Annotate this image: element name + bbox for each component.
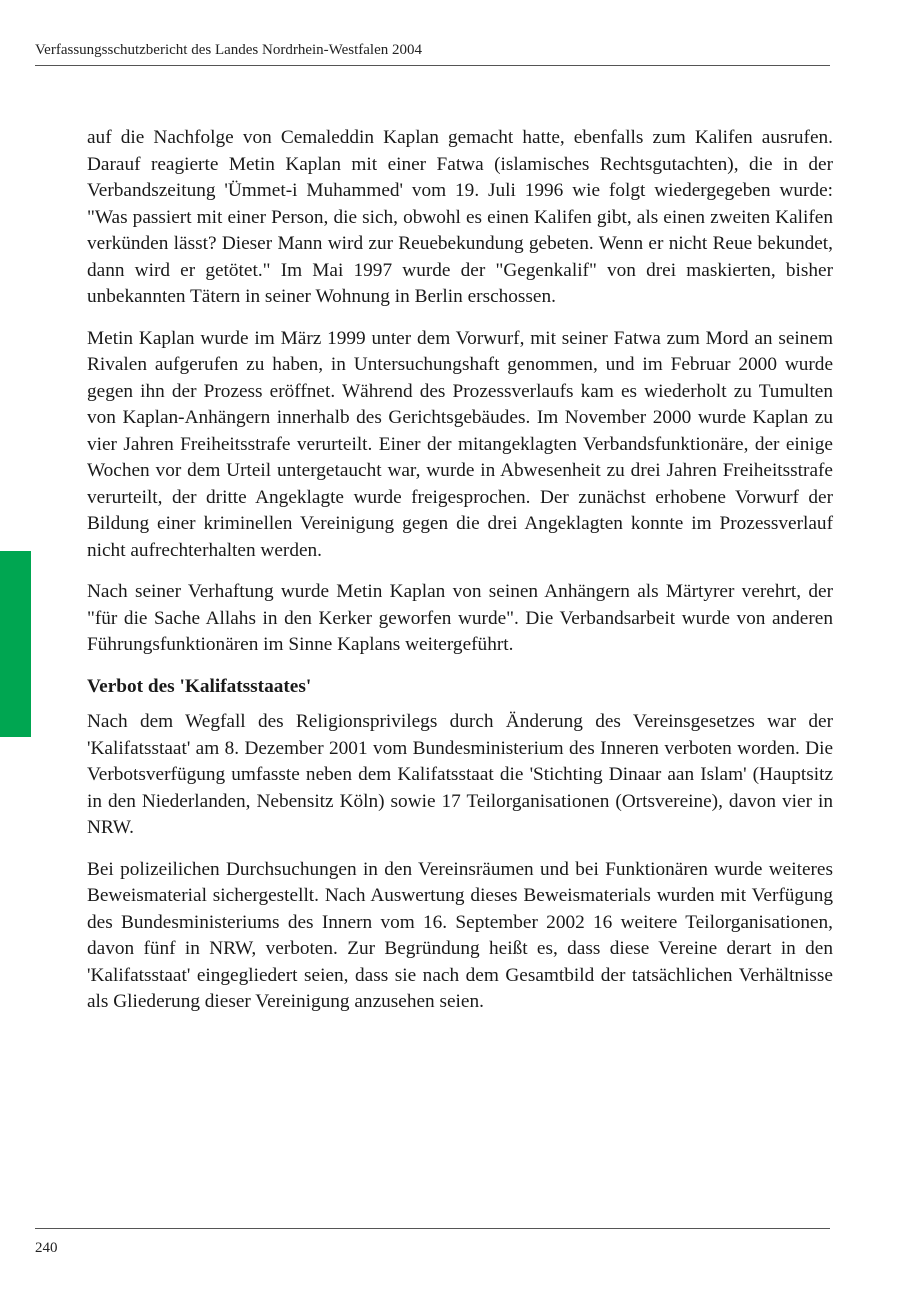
paragraph-verbot: Nach dem Wegfall des Religionsprivilegs durch Änderung des Vereinsgesetzes war der 'Kalifatsstaat' am 8. Dezember 2001 vom Bundesministerium des Inneren verboten worden. Die Verbotsverfügung umfasste neben dem Kalifatsstaat die 'Stichting Dinaar aan Islam' (Hauptsitz in den Niederlanden, Nebensitz Köln) sowie 17 Teilorganisationen (Ortsvereine), davon vier in NRW. <box>87 711 833 838</box>
page-content <box>87 125 833 1031</box>
paragraph-kalif-fatwa: auf die Nachfolge von Cemaleddin Kaplan gemacht hatte, ebenfalls zum Kalifen ausrufen. Darauf reagierte Metin Kaplan mit einer Fatwa (islamisches Rechtsgutachten), die in der Verbandszeitung 'Ümmet-i Muhammed' vom 19. Juli 1996 wie folgt wiedergegeben wurde: "Was passiert mit einer Person, die sich, obwohl es einen Kalifen gibt, als einen zweiten Kalifen verkünden lässt? Dieser Mann wird zur Reuebekundung gebeten. Wenn er nicht Reue bekundet, dann wird er getötet." Im Mai 1997 wurde der "Gegenkalif" von drei maskierten, bisher unbekannten Tätern in seiner Wohnung in Berlin erschossen. <box>87 127 833 307</box>
paragraph-maertyrer: Nach seiner Verhaftung wurde Metin Kaplan von seinen Anhängern als Märtyrer verehrt, der "für die Sache Allahs in den Kerker geworfen wurde". Die Verbandsarbeit wurde von anderen Führungsfunktionären im Sinne Kaplans weitergeführt. <box>87 581 833 655</box>
running-header: Verfassungsschutzbericht des Landes Nordrhein-Westfalen 2004 <box>35 42 423 58</box>
footer-rule <box>35 1228 830 1229</box>
section-heading: Verbot des 'Kalifatsstaates' <box>87 675 312 697</box>
paragraph-prozess: Metin Kaplan wurde im März 1999 unter dem Vorwurf, mit seiner Fatwa zum Mord an seinem Rivalen aufgerufen zu haben, in Untersuchungshaft genommen, und im Februar 2000 wurde gegen ihn der Prozess eröffnet. Während des Prozessverlaufs kam es wiederholt zu Tumulten von Kaplan-Anhängern innerhalb des Gerichtsgebäudes. Im November 2000 wurde Kaplan zu vier Jahren Freiheitsstrafe verurteilt. Einer der mitangeklagten Verbandsfunktionäre, der einige Wochen vor dem Urteil untergetaucht war, wurde in Abwesenheit zu drei Jahren Freiheitsstrafe verurteilt, der dritte Angeklagte wurde freigesprochen. Der zunächst erhobene Vorwurf der Bildung einer kriminellen Vereinigung gegen die drei Angeklagten konnte im Prozessverlauf nicht aufrechterhalten werden. <box>87 327 833 561</box>
paragraph-durchsuchungen: Bei polizeilichen Durchsuchungen in den Vereinsräumen und bei Funktionären wurde weiteres Beweismaterial sichergestellt. Nach Auswertung dieses Beweismaterials wurden mit Verfügung des Bundesministeriums des Innern vom 16. September 2002 16 weitere Teilorganisationen, davon fünf in NRW, verboten. Zur Begründung heißt es, dass diese Vereine derart in den 'Kalifatsstaat' eingegliedert seien, dass sie nach dem Gesamtbild der tatsächlichen Verhältnisse als Gliederung dieser Vereinigung anzusehen seien. <box>87 858 833 1012</box>
page-number: 240 <box>35 1240 58 1256</box>
header-rule <box>35 65 830 66</box>
chapter-side-tab <box>0 551 31 737</box>
